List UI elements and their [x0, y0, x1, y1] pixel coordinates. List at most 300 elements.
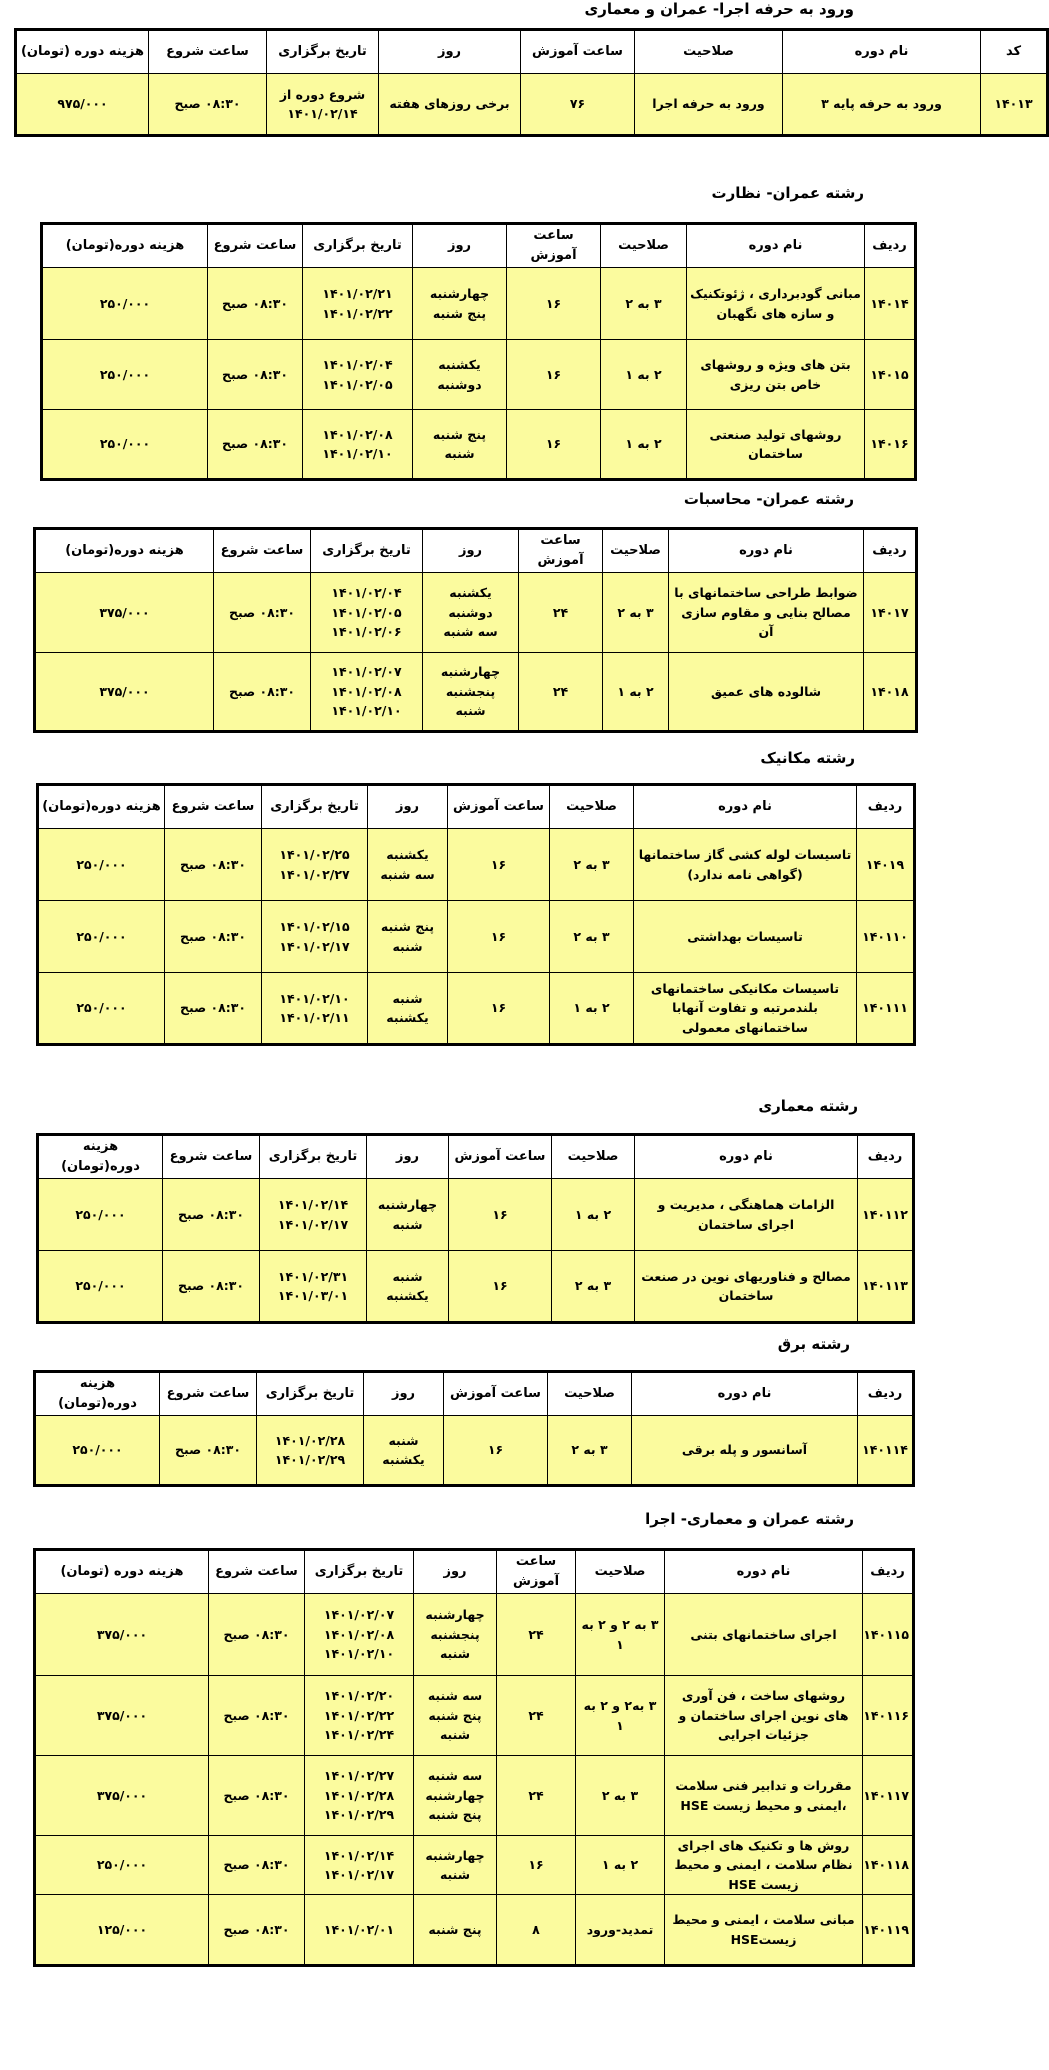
- day-line: پنج شنبه: [428, 1807, 482, 1823]
- qualification-cell: ۲ به ۱: [576, 1836, 665, 1895]
- date-line: ۱۴۰۱/۰۳/۰۱: [277, 1288, 349, 1303]
- days-cell: [368, 901, 448, 973]
- column-header: روز: [368, 785, 448, 829]
- column-header: نام دوره: [687, 224, 865, 268]
- date-line: ۱۴۰۱/۰۲/۱۴: [277, 1197, 349, 1213]
- start-time-cell: ۰۸:۳۰ صبح: [214, 653, 311, 732]
- column-header: ساعت شروع: [208, 224, 303, 268]
- table-row: [35, 1416, 914, 1486]
- dates-cell: [260, 1251, 367, 1323]
- start-time-cell: ۰۸:۳۰ صبح: [209, 1836, 305, 1895]
- dates-cell: [303, 410, 413, 480]
- column-header: ردیف: [863, 1550, 914, 1594]
- training-hours-cell: ۱۶: [448, 829, 550, 901]
- course-name-cell: مصالح و فناوریهای نوین در صنعت ساختمان: [635, 1251, 858, 1323]
- start-time-cell: ۰۸:۳۰ صبح: [163, 1179, 260, 1251]
- dates-cell: [260, 1179, 367, 1251]
- section-title: رشته معماری: [758, 1097, 858, 1115]
- column-header: ساعت شروع: [214, 529, 311, 573]
- date-line: ۱۴۰۱/۰۲/۲۸: [323, 1787, 395, 1803]
- course-name-cell: ورود به حرفه پایه ۳: [783, 74, 981, 136]
- start-time-cell: ۰۸:۳۰ صبح: [149, 74, 267, 136]
- course-table: [33, 527, 918, 733]
- date-line: ۱۴۰۱/۰۲/۰۶: [331, 624, 402, 640]
- column-header: تاریخ برگزاری: [260, 1135, 367, 1179]
- column-header: ساعت آموزش: [519, 529, 603, 573]
- qualification-cell: ۲ به ۱: [550, 973, 634, 1045]
- column-header: نام دوره: [634, 785, 857, 829]
- course-code-cell: ۱۴۰۱۴: [865, 268, 916, 340]
- date-line: ۱۴۰۱/۰۲/۰۸: [322, 426, 393, 442]
- day-line: یکشنبه: [386, 1010, 429, 1025]
- days-cell: [413, 340, 507, 410]
- date-line: ۱۴۰۱/۰۲/۱۰: [323, 1646, 395, 1662]
- day-line: پنج شنبه: [428, 1707, 482, 1723]
- column-header: ساعت شروع: [149, 30, 267, 74]
- qualification-cell: ۳ به ۲: [550, 829, 634, 901]
- date-line: ۱۴۰۱/۰۲/۱۷: [277, 1216, 349, 1232]
- table-row: [42, 268, 916, 340]
- day-line: شنبه: [444, 446, 475, 461]
- course-name-cell: روشهای ساخت ، فن آوری های نوین اجرای ساختمان و جزئیات اجرایی: [665, 1676, 863, 1756]
- column-header: ساعت آموزش: [448, 785, 550, 829]
- days-cell: [368, 829, 448, 901]
- day-line: پنج شنبه: [432, 426, 487, 442]
- days-cell: [414, 1895, 497, 1966]
- training-hours-cell: ۲۴: [497, 1756, 576, 1836]
- date-line: ۱۴۰۱/۰۲/۲۲: [323, 1707, 395, 1723]
- course-name-cell: الزامات هماهنگی ، مدیریت و اجرای ساختمان: [635, 1179, 858, 1251]
- column-header: صلاحیت: [576, 1550, 665, 1594]
- qualification-cell: ۲ به ۱: [552, 1179, 635, 1251]
- column-header: تاریخ برگزاری: [311, 529, 423, 573]
- date-line: ۱۴۰۱/۰۲/۲۹: [323, 1807, 395, 1823]
- dates-cell: [262, 973, 368, 1045]
- start-time-cell: ۰۸:۳۰ صبح: [165, 973, 262, 1045]
- table-header-row: [35, 529, 917, 573]
- course-name-cell: روش ها و تکنیک های اجرای نظام سلامت ، ایمنی و محیط زیست HSE: [665, 1836, 863, 1895]
- course-name-cell: ضوابط طراحی ساختمانهای با مصالح بنایی و مقاوم سازی آن: [669, 573, 864, 653]
- start-time-cell: ۰۸:۳۰ صبح: [214, 573, 311, 653]
- day-line: پنج شنبه: [428, 1921, 482, 1937]
- training-hours-cell: ۱۶: [448, 973, 550, 1045]
- qualification-cell: ۳ به ۲: [576, 1756, 665, 1836]
- table-header-row: [35, 1372, 914, 1416]
- dates-cell: [311, 653, 423, 732]
- column-header: ساعت شروع: [163, 1135, 260, 1179]
- day-line: شنبه: [392, 1268, 423, 1284]
- date-line: ۱۴۰۱/۰۲/۱۷: [279, 938, 350, 954]
- days-cell: [414, 1594, 497, 1676]
- day-line: دوشنبه: [437, 376, 482, 392]
- column-header: روز: [423, 529, 519, 573]
- column-header: هزینه دوره(تومان): [35, 529, 214, 573]
- course-fee-cell: ۲۵۰/۰۰۰: [38, 1179, 163, 1251]
- table-row: [16, 74, 1048, 136]
- date-line: ۱۴۰۱/۰۲/۰۵: [322, 376, 393, 392]
- column-header: ساعت آموزش: [521, 30, 635, 74]
- training-hours-cell: ۱۶: [449, 1179, 552, 1251]
- column-header: ردیف: [865, 224, 916, 268]
- course-code-cell: ۱۴۰۱۱۱: [857, 973, 915, 1045]
- date-line: ۱۴۰۱/۰۲/۳۱: [277, 1268, 349, 1284]
- column-header: تاریخ برگزاری: [303, 224, 413, 268]
- course-code-cell: ۱۴۰۱۱۰: [857, 901, 915, 973]
- table-header-row: [38, 785, 915, 829]
- training-hours-cell: ۷۶: [521, 74, 635, 136]
- course-name-cell: تاسیسات لوله کشی گاز ساختمانها (گواهی نامه ندارد): [634, 829, 857, 901]
- column-header: هزینه دوره(تومان): [38, 1135, 163, 1179]
- training-hours-cell: ۱۶: [507, 268, 601, 340]
- date-line: ۱۴۰۱/۰۲/۰۸: [323, 1626, 395, 1642]
- qualification-cell: ۳ به ۲: [601, 268, 687, 340]
- course-fee-cell: ۲۵۰/۰۰۰: [38, 973, 165, 1045]
- days-cell: [423, 653, 519, 732]
- section-title: رشته عمران- نظارت: [711, 184, 864, 202]
- course-table: [36, 783, 916, 1046]
- column-header: روز: [413, 224, 507, 268]
- date-line: ۱۴۰۱/۰۲/۲۲: [322, 305, 393, 321]
- column-header: روز: [367, 1135, 449, 1179]
- course-fee-cell: ۲۵۰/۰۰۰: [38, 901, 165, 973]
- table-row: [35, 573, 917, 653]
- course-table: [36, 1133, 915, 1324]
- course-table: [14, 28, 1049, 137]
- course-fee-cell: ۲۵۰/۰۰۰: [42, 268, 208, 340]
- day-line: دوشنبه: [448, 604, 493, 620]
- dates-cell: [303, 268, 413, 340]
- training-hours-cell: ۲۴: [519, 653, 603, 732]
- column-header: ردیف: [858, 1372, 914, 1416]
- course-fee-cell: ۲۵۰/۰۰۰: [42, 410, 208, 480]
- column-header: هزینه دوره(تومان): [38, 785, 165, 829]
- days-cell: [414, 1836, 497, 1895]
- training-hours-cell: ۱۶: [507, 410, 601, 480]
- course-name-cell: روشهای تولید صنعتی ساختمان: [687, 410, 865, 480]
- training-hours-cell: ۱۶: [497, 1836, 576, 1895]
- table-row: [35, 1836, 914, 1895]
- qualification-cell: تمدید-ورود: [576, 1895, 665, 1966]
- dates-cell: [305, 1836, 414, 1895]
- days-cell: [368, 973, 448, 1045]
- qualification-cell: ۳ به ۲: [603, 573, 669, 653]
- course-fee-cell: ۳۷۵/۰۰۰: [35, 573, 214, 653]
- start-time-cell: ۰۸:۳۰ صبح: [165, 829, 262, 901]
- column-header: صلاحیت: [548, 1372, 632, 1416]
- date-line: ۱۴۰۱/۰۲/۰۸: [331, 683, 402, 699]
- start-time-cell: ۰۸:۳۰ صبح: [208, 410, 303, 480]
- day-line: شنبه: [392, 990, 423, 1006]
- course-code-cell: ۱۴۰۱۱۴: [858, 1416, 914, 1486]
- day-line: سه شنبه: [380, 866, 435, 882]
- table-header-row: [38, 1135, 914, 1179]
- date-line: ۱۴۰۱/۰۲/۲۴: [323, 1727, 395, 1743]
- table-row: [38, 829, 915, 901]
- course-fee-cell: ۲۵۰/۰۰۰: [35, 1416, 160, 1486]
- table-row: [38, 973, 915, 1045]
- day-line: شنبه: [439, 1867, 471, 1883]
- training-hours-cell: ۱۶: [444, 1416, 548, 1486]
- start-time-cell: ۰۸:۳۰ صبح: [163, 1251, 260, 1323]
- day-line: یکشنبه: [386, 1288, 429, 1303]
- column-header: ساعت آموزش: [449, 1135, 552, 1179]
- day-line: پنج شنبه: [432, 305, 487, 321]
- column-header: تاریخ برگزاری: [305, 1550, 414, 1594]
- start-time-cell: ۰۸:۳۰ صبح: [165, 901, 262, 973]
- course-fee-cell: ۳۷۵/۰۰۰: [35, 653, 214, 732]
- dates-cell: [305, 1594, 414, 1676]
- dates-cell: [257, 1416, 364, 1486]
- dates-cell: [305, 1895, 414, 1966]
- date-line: ۱۴۰۱/۰۲/۲۸: [274, 1432, 346, 1448]
- table-header-row: [42, 224, 916, 268]
- column-header: تاریخ برگزاری: [267, 30, 379, 74]
- table-row: [35, 1594, 914, 1676]
- qualification-cell: ۳ به ۲: [548, 1416, 632, 1486]
- day-line: شنبه: [455, 703, 486, 719]
- day-line: پنج شنبه: [380, 919, 435, 935]
- course-name-cell: مبانی سلامت ، ایمنی و محیط زیستHSE: [665, 1895, 863, 1966]
- table-row: [35, 1756, 914, 1836]
- dates-cell: [305, 1756, 414, 1836]
- days-cell: [423, 573, 519, 653]
- qualification-cell: ۲ به ۱: [601, 410, 687, 480]
- day-line: یکشنبه: [382, 1452, 425, 1467]
- days-cell: [413, 268, 507, 340]
- table-row: [35, 1895, 914, 1966]
- course-fee-cell: ۱۲۵/۰۰۰: [35, 1895, 209, 1966]
- column-header: هزینه دوره(تومان): [42, 224, 208, 268]
- course-code-cell: ۱۴۰۱۱۳: [858, 1251, 914, 1323]
- column-header: ساعت شروع: [165, 785, 262, 829]
- start-time-cell: ۰۸:۳۰ صبح: [208, 268, 303, 340]
- table-row: [35, 1676, 914, 1756]
- date-line: ۱۴۰۱/۰۲/۲۵: [279, 847, 350, 863]
- column-header: ساعت آموزش: [497, 1550, 576, 1594]
- training-hours-cell: ۸: [497, 1895, 576, 1966]
- day-line: شنبه: [439, 1646, 471, 1662]
- days-cell: [367, 1179, 449, 1251]
- day-line: چهارشنبه: [429, 286, 490, 302]
- day-line: پنجشنبه: [445, 683, 496, 699]
- day-line: پنجشنبه: [430, 1626, 480, 1642]
- column-header: صلاحیت: [601, 224, 687, 268]
- section-title: رشته عمران و معماری- اجرا: [645, 1510, 854, 1528]
- start-time-cell: ۰۸:۳۰ صبح: [208, 340, 303, 410]
- day-line: شنبه: [439, 1727, 471, 1743]
- course-name-cell: شالوده های عمیق: [669, 653, 864, 732]
- day-line: شنبه: [388, 1432, 419, 1448]
- column-header: صلاحیت: [635, 30, 783, 74]
- column-header: ردیف: [858, 1135, 914, 1179]
- date-line: ۱۴۰۱/۰۲/۰۴: [331, 585, 402, 601]
- days-cell: [414, 1676, 497, 1756]
- training-hours-cell: ۲۴: [519, 573, 603, 653]
- day-line: سه شنبه: [443, 624, 498, 640]
- column-header: هزینه دوره(تومان): [35, 1372, 160, 1416]
- column-header: صلاحیت: [552, 1135, 635, 1179]
- qualification-cell: ۳ به ۲ و ۲ به ۱: [576, 1594, 665, 1676]
- column-header: کد: [981, 30, 1048, 74]
- table-row: [38, 1179, 914, 1251]
- start-time-cell: ۰۸:۳۰ صبح: [209, 1676, 305, 1756]
- start-time-cell: ۰۸:۳۰ صبح: [209, 1756, 305, 1836]
- date-line: ۱۴۰۱/۰۲/۱۷: [323, 1867, 395, 1883]
- training-hours-cell: ۲۴: [497, 1594, 576, 1676]
- course-code-cell: ۱۴۰۱۱۲: [858, 1179, 914, 1251]
- day-line: چهارشنبه: [425, 1847, 485, 1863]
- training-hours-cell: ۱۶: [448, 901, 550, 973]
- day-line: یکشنبه: [386, 847, 429, 863]
- column-header: تاریخ برگزاری: [257, 1372, 364, 1416]
- column-header: ساعت شروع: [209, 1550, 305, 1594]
- section-title: ورود به حرفه اجرا- عمران و معماری: [584, 0, 854, 18]
- day-line: برخی روزهای هفته: [389, 96, 510, 112]
- dates-cell: [305, 1676, 414, 1756]
- column-header: روز: [414, 1550, 497, 1594]
- date-line: ۱۴۰۱/۰۲/۲۷: [323, 1768, 395, 1784]
- dates-cell: [262, 829, 368, 901]
- course-fee-cell: ۲۵۰/۰۰۰: [42, 340, 208, 410]
- course-table: [33, 1548, 915, 1967]
- date-line: ۱۴۰۱/۰۲/۱۵: [279, 919, 350, 935]
- date-line: ۱۴۰۱/۰۲/۱۴: [323, 1847, 395, 1863]
- column-header: ساعت آموزش: [444, 1372, 548, 1416]
- day-line: شنبه: [392, 1216, 423, 1232]
- table-row: [38, 1251, 914, 1323]
- course-name-cell: بتن های ویژه و روشهای خاص بتن ریزی: [687, 340, 865, 410]
- column-header: تاریخ برگزاری: [262, 785, 368, 829]
- course-fee-cell: ۲۵۰/۰۰۰: [38, 829, 165, 901]
- column-header: صلاحیت: [603, 529, 669, 573]
- column-header: ساعت آموزش: [507, 224, 601, 268]
- day-line: شنبه: [392, 938, 423, 954]
- qualification-cell: ۲ به ۱: [601, 340, 687, 410]
- table-row: [42, 340, 916, 410]
- start-time-cell: ۰۸:۳۰ صبح: [209, 1594, 305, 1676]
- date-line: ۱۴۰۱/۰۲/۲۱: [322, 286, 393, 302]
- course-code-cell: ۱۴۰۱۳: [981, 74, 1048, 136]
- course-code-cell: ۱۴۰۱۱۵: [863, 1594, 914, 1676]
- date-line: ۱۴۰۱/۰۲/۰۷: [323, 1607, 395, 1623]
- days-cell: [364, 1416, 444, 1486]
- course-code-cell: ۱۴۰۱۸: [864, 653, 917, 732]
- dates-cell: [267, 74, 379, 136]
- course-code-cell: ۱۴۰۱۱۷: [863, 1756, 914, 1836]
- date-line: ۱۴۰۱/۰۲/۱۰: [331, 703, 402, 719]
- course-code-cell: ۱۴۰۱۷: [864, 573, 917, 653]
- day-line: یکشنبه: [449, 585, 492, 601]
- course-name-cell: تاسیسات بهداشتی: [634, 901, 857, 973]
- column-header: روز: [364, 1372, 444, 1416]
- course-fee-cell: ۲۵۰/۰۰۰: [35, 1836, 209, 1895]
- table-header-row: [16, 30, 1048, 74]
- section-title: رشته عمران- محاسبات: [683, 490, 854, 508]
- days-cell: [413, 410, 507, 480]
- qualification-cell: ورود به حرفه اجرا: [635, 74, 783, 136]
- course-code-cell: ۱۴۰۱۱۶: [863, 1676, 914, 1756]
- course-fee-cell: ۲۵۰/۰۰۰: [38, 1251, 163, 1323]
- date-line: ۱۴۰۱/۰۲/۲۹: [274, 1452, 346, 1467]
- column-header: نام دوره: [635, 1135, 858, 1179]
- course-code-cell: ۱۴۰۱۵: [865, 340, 916, 410]
- course-code-cell: ۱۴۰۱۶: [865, 410, 916, 480]
- day-line: چهارشنبه: [425, 1787, 485, 1803]
- days-cell: [414, 1756, 497, 1836]
- dates-cell: [262, 901, 368, 973]
- training-hours-cell: ۱۶: [449, 1251, 552, 1323]
- dates-cell: [303, 340, 413, 410]
- date-line: ۱۴۰۱/۰۲/۱۰: [322, 446, 393, 461]
- day-line: چهارشنبه: [377, 1197, 438, 1213]
- date-line: ۱۴۰۱/۰۲/۱۰: [279, 990, 350, 1006]
- date-line: ۱۴۰۱/۰۲/۰۷: [331, 664, 402, 680]
- date-line: ۱۴۰۱/۰۲/۰۱: [323, 1921, 395, 1937]
- course-code-cell: ۱۴۰۱۱۹: [863, 1895, 914, 1966]
- course-name-cell: مبانی گودبرداری ، ژئوتکنیک و سازه های نگهبان: [687, 268, 865, 340]
- column-header: ساعت شروع: [160, 1372, 257, 1416]
- dates-cell: [311, 573, 423, 653]
- date-line: ۱۴۰۱/۰۲/۰۴: [322, 357, 393, 373]
- table-header-row: [35, 1550, 914, 1594]
- table-row: [42, 410, 916, 480]
- column-header: صلاحیت: [550, 785, 634, 829]
- days-cell: [379, 74, 521, 136]
- column-header: ردیف: [864, 529, 917, 573]
- start-time-cell: ۰۸:۳۰ صبح: [209, 1895, 305, 1966]
- course-table: [33, 1370, 915, 1487]
- course-table: [40, 222, 917, 481]
- day-line: یکشنبه: [438, 357, 481, 373]
- course-fee-cell: ۹۷۵/۰۰۰: [16, 74, 149, 136]
- section-title: رشته برق: [777, 1335, 850, 1353]
- column-header: نام دوره: [669, 529, 864, 573]
- column-header: نام دوره: [665, 1550, 863, 1594]
- start-time-cell: ۰۸:۳۰ صبح: [160, 1416, 257, 1486]
- course-code-cell: ۱۴۰۱۱۸: [863, 1836, 914, 1895]
- date-line: ۱۴۰۱/۰۲/۱۱: [279, 1010, 350, 1025]
- date-line: شروع دوره از: [279, 86, 366, 102]
- day-line: سه شنبه: [427, 1688, 483, 1704]
- date-line: ۱۴۰۱/۰۲/۲۰: [323, 1688, 395, 1704]
- section-title: رشته مکانیک: [760, 749, 855, 767]
- column-header: روز: [379, 30, 521, 74]
- day-line: سه شنبه: [427, 1768, 483, 1784]
- column-header: نام دوره: [783, 30, 981, 74]
- table-row: [38, 901, 915, 973]
- days-cell: [367, 1251, 449, 1323]
- day-line: چهارشنبه: [425, 1607, 485, 1623]
- qualification-cell: ۲ به ۱: [603, 653, 669, 732]
- course-name-cell: تاسیسات مکانیکی ساختمانهای بلندمرتبه و تفاوت آنهابا ساختمانهای معمولی: [634, 973, 857, 1045]
- course-fee-cell: ۳۷۵/۰۰۰: [35, 1594, 209, 1676]
- column-header: نام دوره: [632, 1372, 858, 1416]
- course-fee-cell: ۳۷۵/۰۰۰: [35, 1676, 209, 1756]
- course-name-cell: اجرای ساختمانهای بتنی: [665, 1594, 863, 1676]
- qualification-cell: ۳ به ۲: [552, 1251, 635, 1323]
- training-hours-cell: ۲۴: [497, 1676, 576, 1756]
- column-header: ردیف: [857, 785, 915, 829]
- day-line: چهارشنبه: [440, 664, 501, 680]
- course-code-cell: ۱۴۰۱۹: [857, 829, 915, 901]
- date-line: ۱۴۰۱/۰۲/۰۵: [331, 604, 402, 620]
- course-name-cell: آسانسور و پله برقی: [632, 1416, 858, 1486]
- qualification-cell: ۳ به۲ و ۲ به ۱: [576, 1676, 665, 1756]
- training-hours-cell: ۱۶: [507, 340, 601, 410]
- date-line: ۱۴۰۱/۰۲/۲۷: [279, 866, 350, 882]
- course-name-cell: مقررات و تدابیر فنی سلامت ،ایمنی و محیط زیست HSE: [665, 1756, 863, 1836]
- course-fee-cell: ۳۷۵/۰۰۰: [35, 1756, 209, 1836]
